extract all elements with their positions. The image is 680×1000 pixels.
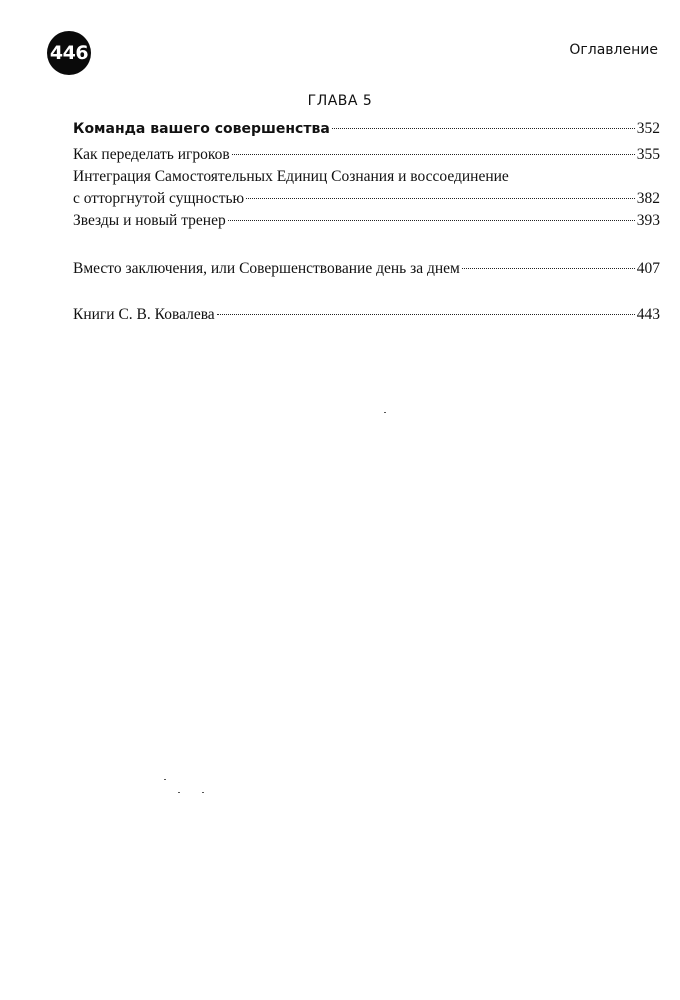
toc-entry-title: Команда вашего совершенства — [73, 121, 330, 137]
dot-leader — [232, 154, 635, 155]
dot-leader — [462, 268, 635, 269]
dot-leader — [332, 128, 635, 129]
toc-entry-item3[interactable] — [73, 210, 660, 232]
scan-speck — [202, 792, 204, 793]
toc-entry-conclusion[interactable] — [73, 258, 660, 280]
toc-entry-page: 443 — [636, 306, 660, 323]
scan-speck — [384, 412, 386, 413]
toc-entry-title: Звезды и новый тренер — [73, 212, 226, 229]
toc-entry-title: Как переделать игроков — [73, 146, 230, 163]
dot-leader — [228, 220, 635, 221]
toc-entry-title: Вместо заключения, или Совершенствование день за днем — [73, 260, 460, 277]
toc-entry-title-line2: с отторгнутой сущностью — [73, 190, 245, 207]
page-number: 446 — [49, 42, 89, 64]
toc-entry-section[interactable] — [73, 118, 660, 140]
toc-entry-page: 355 — [636, 146, 660, 163]
page-number-badge — [47, 31, 91, 75]
toc-entry-page: 407 — [636, 260, 660, 277]
toc-entry-title-line2-row — [73, 188, 660, 210]
toc-entry-page: 352 — [636, 120, 660, 137]
toc-entry-title: Книги С. В. Ковалева — [73, 306, 215, 323]
table-of-contents — [73, 118, 660, 326]
toc-entry-page: 382 — [636, 190, 660, 207]
toc-entry-books[interactable] — [73, 304, 660, 326]
toc-entry-page: 393 — [636, 212, 660, 229]
scan-speck — [164, 779, 166, 780]
chapter-heading: ГЛАВА 5 — [307, 93, 373, 109]
scan-speck — [178, 792, 180, 793]
running-header: Оглавление — [569, 42, 658, 58]
dot-leader — [246, 198, 635, 199]
dot-leader — [217, 314, 635, 315]
toc-entry-item2[interactable] — [73, 166, 660, 210]
toc-entry-item1[interactable] — [73, 144, 660, 166]
toc-entry-title-line1: Интеграция Самостоятельных Единиц Сознания и воссоединение — [73, 168, 509, 185]
